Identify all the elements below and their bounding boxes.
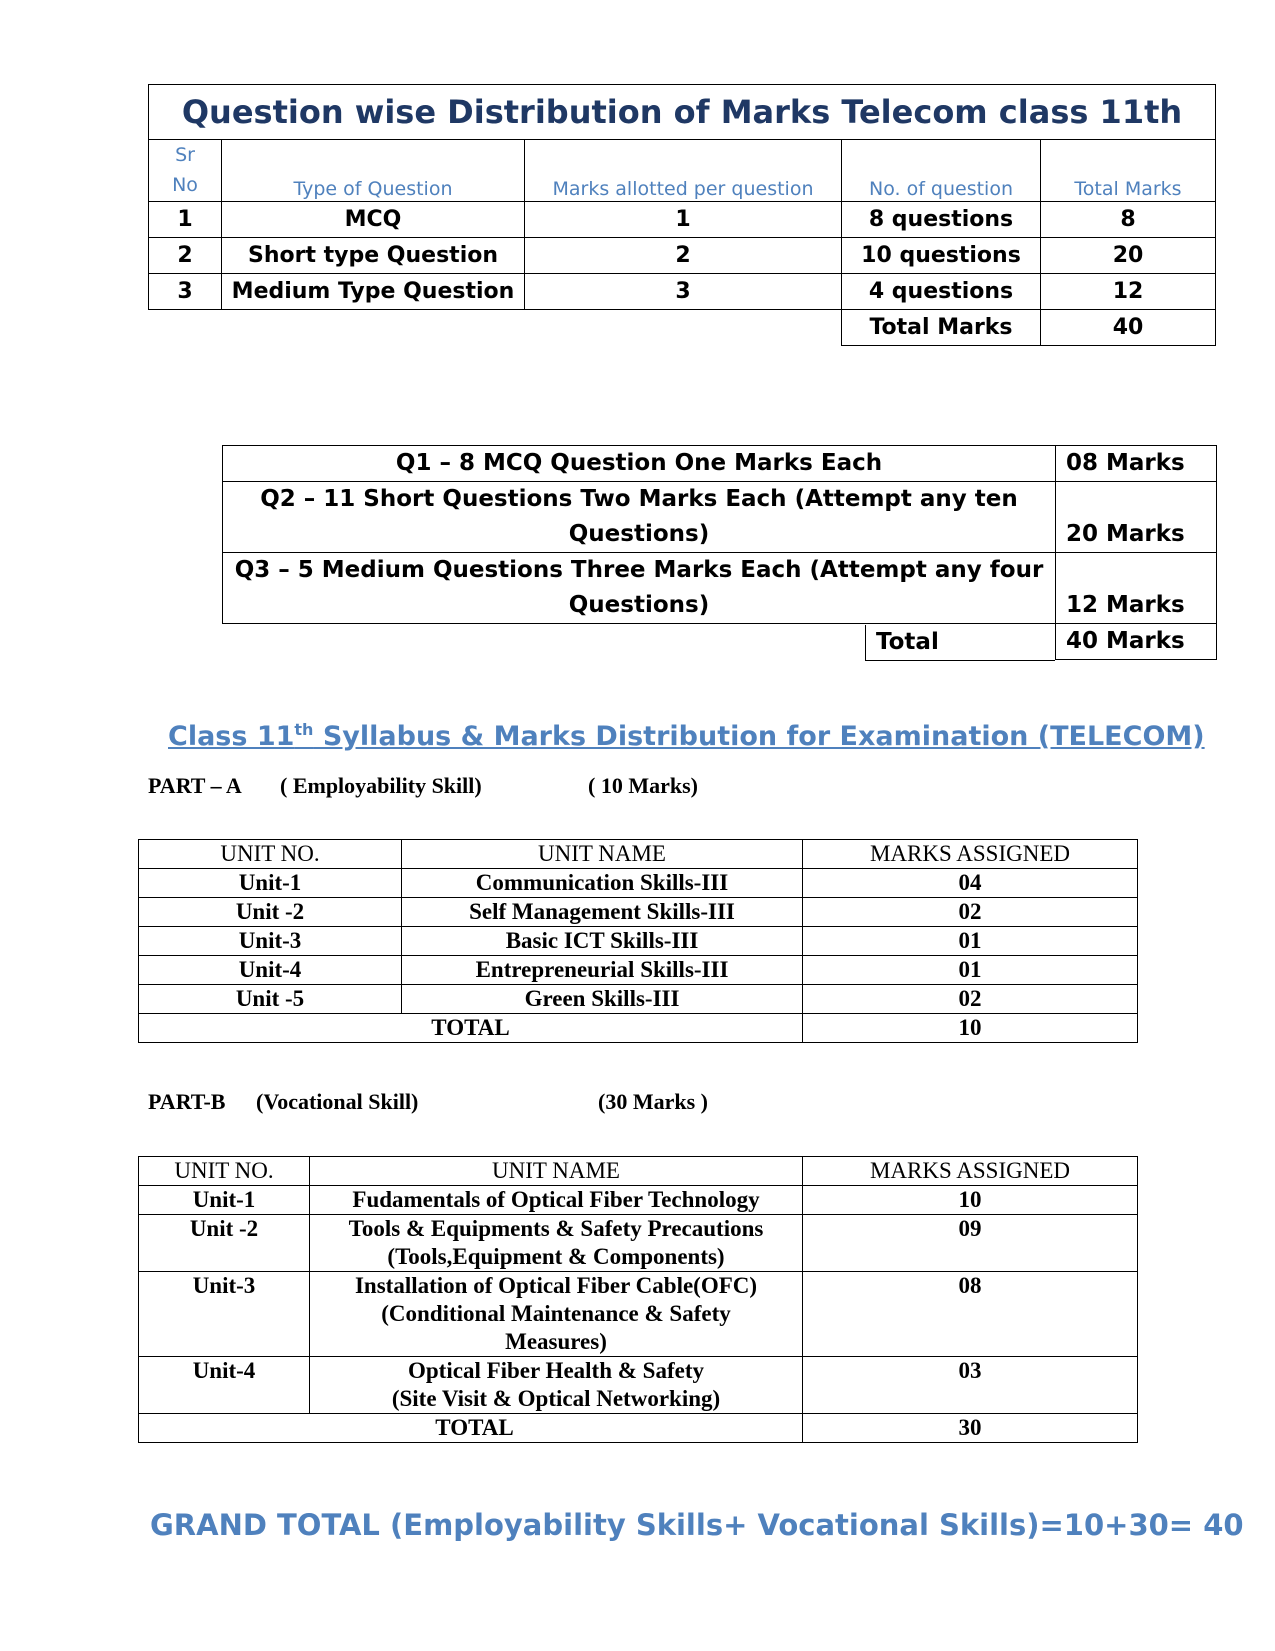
cell-total: 8 <box>1041 202 1216 238</box>
part-a-label: PART – A <box>148 773 242 798</box>
cell-marks: 1 <box>525 202 842 238</box>
cell-sr: 3 <box>149 274 222 310</box>
cell-name <box>310 1186 803 1215</box>
part-b-table <box>138 1156 1138 1443</box>
question-line: Q3 – 5 Medium Questions Three Marks Each (Attempt any four <box>234 557 1044 583</box>
cell-unit: Unit -2 <box>139 1215 310 1272</box>
part-b-marks: (30 Marks ) <box>598 1089 708 1114</box>
cell-marks: 02 <box>803 898 1138 927</box>
name-line: Measures) <box>505 1329 607 1354</box>
name-line: Installation of Optical Fiber Cable(OFC) <box>354 1273 758 1298</box>
header-unit-no: UNIT NO. <box>139 840 402 869</box>
question-scheme-table <box>222 445 1217 660</box>
question-desc <box>223 446 1056 482</box>
table-total-row <box>139 1414 1138 1443</box>
part-a-table <box>138 839 1138 1043</box>
table-footer-row <box>149 310 1216 346</box>
question-marks: 20 Marks <box>1056 482 1217 553</box>
heading-text: Class 11 <box>168 721 295 752</box>
total-label: Total <box>865 625 1055 661</box>
part-a-skill: ( Employability Skill) <box>280 773 482 798</box>
part-a-marks: ( 10 Marks) <box>588 773 698 798</box>
cell-marks: 2 <box>525 238 842 274</box>
total-value: 40 Marks <box>1056 624 1217 660</box>
header-unit-name: UNIT NAME <box>310 1157 803 1186</box>
cell-type: Short type Question <box>222 238 525 274</box>
cell-name: Self Management Skills-III <box>402 898 803 927</box>
total-value: 30 <box>803 1414 1138 1443</box>
header-num: No. of question <box>842 140 1041 202</box>
table-row <box>139 985 1138 1014</box>
cell-marks: 02 <box>803 985 1138 1014</box>
cell-unit: Unit-3 <box>139 1272 310 1357</box>
header-marks: MARKS ASSIGNED <box>803 840 1138 869</box>
table-row <box>139 956 1138 985</box>
cell-marks: 03 <box>803 1357 1138 1414</box>
cell-num: 4 questions <box>842 274 1041 310</box>
blank-cell <box>149 310 842 346</box>
cell-sr: 2 <box>149 238 222 274</box>
syllabus-heading <box>168 720 1205 752</box>
header-unit-name: UNIT NAME <box>402 840 803 869</box>
total-label <box>139 1414 803 1443</box>
header-marks: MARKS ASSIGNED <box>803 1157 1138 1186</box>
cell-sr: 1 <box>149 202 222 238</box>
name-line: (Conditional Maintenance & Safety <box>381 1301 731 1326</box>
cell-marks: 08 <box>803 1272 1138 1357</box>
grand-total: GRAND TOTAL (Employability Skills+ Vocational Skills)=10+30= 40 <box>150 1508 1244 1542</box>
table-row <box>149 238 1216 274</box>
table-row <box>223 482 1217 553</box>
table-header-row <box>139 840 1138 869</box>
name-line: Fudamentals of Optical Fiber Technology <box>352 1187 760 1212</box>
cell-unit: Unit-3 <box>139 927 402 956</box>
heading-superscript: th <box>294 720 314 739</box>
table-row <box>223 446 1217 482</box>
heading-text: Syllabus & Marks Distribution for Examination (TELECOM) <box>313 721 1205 752</box>
table-row <box>139 927 1138 956</box>
total-label: TOTAL <box>139 1014 803 1043</box>
cell-unit: Unit-1 <box>139 1186 310 1215</box>
cell-name <box>310 1357 803 1414</box>
cell-unit: Unit-4 <box>139 956 402 985</box>
question-desc <box>223 482 1056 553</box>
header-sr: Sr <box>175 144 195 166</box>
question-marks: 08 Marks <box>1056 446 1217 482</box>
cell-name: Communication Skills-III <box>402 869 803 898</box>
table-footer-row <box>223 624 1217 660</box>
footer-label: Total Marks <box>842 310 1041 346</box>
question-line: Q2 – 11 Short Questions Two Marks Each (Attempt any ten <box>260 486 1018 512</box>
name-line: (Tools,Equipment & Components) <box>387 1244 725 1269</box>
question-marks: 12 Marks <box>1056 553 1217 624</box>
table-row <box>139 869 1138 898</box>
part-b-label: PART-B <box>148 1089 226 1114</box>
table-row <box>139 1215 1138 1272</box>
question-desc <box>223 553 1056 624</box>
cell-total: 20 <box>1041 238 1216 274</box>
header-unit-no: UNIT NO. <box>139 1157 310 1186</box>
cell-unit: Unit -5 <box>139 985 402 1014</box>
table-row <box>139 898 1138 927</box>
cell-unit: Unit-1 <box>139 869 402 898</box>
cell-type: Medium Type Question <box>222 274 525 310</box>
table-header-row <box>139 1157 1138 1186</box>
cell-marks: 01 <box>803 956 1138 985</box>
footer-value: 40 <box>1041 310 1216 346</box>
cell-name: Green Skills-III <box>402 985 803 1014</box>
cell-unit: Unit -2 <box>139 898 402 927</box>
cell-marks: 10 <box>803 1186 1138 1215</box>
name-line: (Site Visit & Optical Networking) <box>391 1386 721 1411</box>
cell-marks: 09 <box>803 1215 1138 1272</box>
name-line: Optical Fiber Health & Safety <box>408 1358 704 1383</box>
table-row <box>139 1186 1138 1215</box>
cell-total: 12 <box>1041 274 1216 310</box>
cell-marks: 01 <box>803 927 1138 956</box>
table-title: Question wise Distribution of Marks Telecom class 11th <box>149 85 1216 140</box>
table-row <box>149 202 1216 238</box>
part-b-skill: (Vocational Skill) <box>256 1089 419 1114</box>
table-total-row <box>139 1014 1138 1043</box>
cell-unit: Unit-4 <box>139 1357 310 1414</box>
cell-name: Basic ICT Skills-III <box>402 927 803 956</box>
header-sr-no <box>149 140 222 202</box>
total-value: 10 <box>803 1014 1138 1043</box>
name-line: Tools & Equipments & Safety Precautions <box>348 1216 764 1241</box>
header-total: Total Marks <box>1041 140 1216 202</box>
table-row <box>139 1272 1138 1357</box>
question-distribution-table <box>148 84 1216 346</box>
cell-name: Entrepreneurial Skills-III <box>402 956 803 985</box>
table-row <box>139 1357 1138 1414</box>
cell-name <box>310 1215 803 1272</box>
table-row <box>149 274 1216 310</box>
cell-marks: 04 <box>803 869 1138 898</box>
total-label-text: TOTAL <box>435 1415 514 1440</box>
cell-num: 10 questions <box>842 238 1041 274</box>
table-header-row <box>149 140 1216 202</box>
table-row <box>223 553 1217 624</box>
question-line: Q1 – 8 MCQ Question One Marks Each <box>395 450 883 476</box>
cell-num: 8 questions <box>842 202 1041 238</box>
header-marks-per: Marks allotted per question <box>525 140 842 202</box>
cell-name <box>310 1272 803 1357</box>
question-line: Questions) <box>568 592 710 618</box>
question-line: Questions) <box>568 521 710 547</box>
cell-marks: 3 <box>525 274 842 310</box>
cell-type: MCQ <box>222 202 525 238</box>
header-no: No <box>172 174 198 196</box>
header-type: Type of Question <box>222 140 525 202</box>
total-row-left <box>223 624 1056 660</box>
